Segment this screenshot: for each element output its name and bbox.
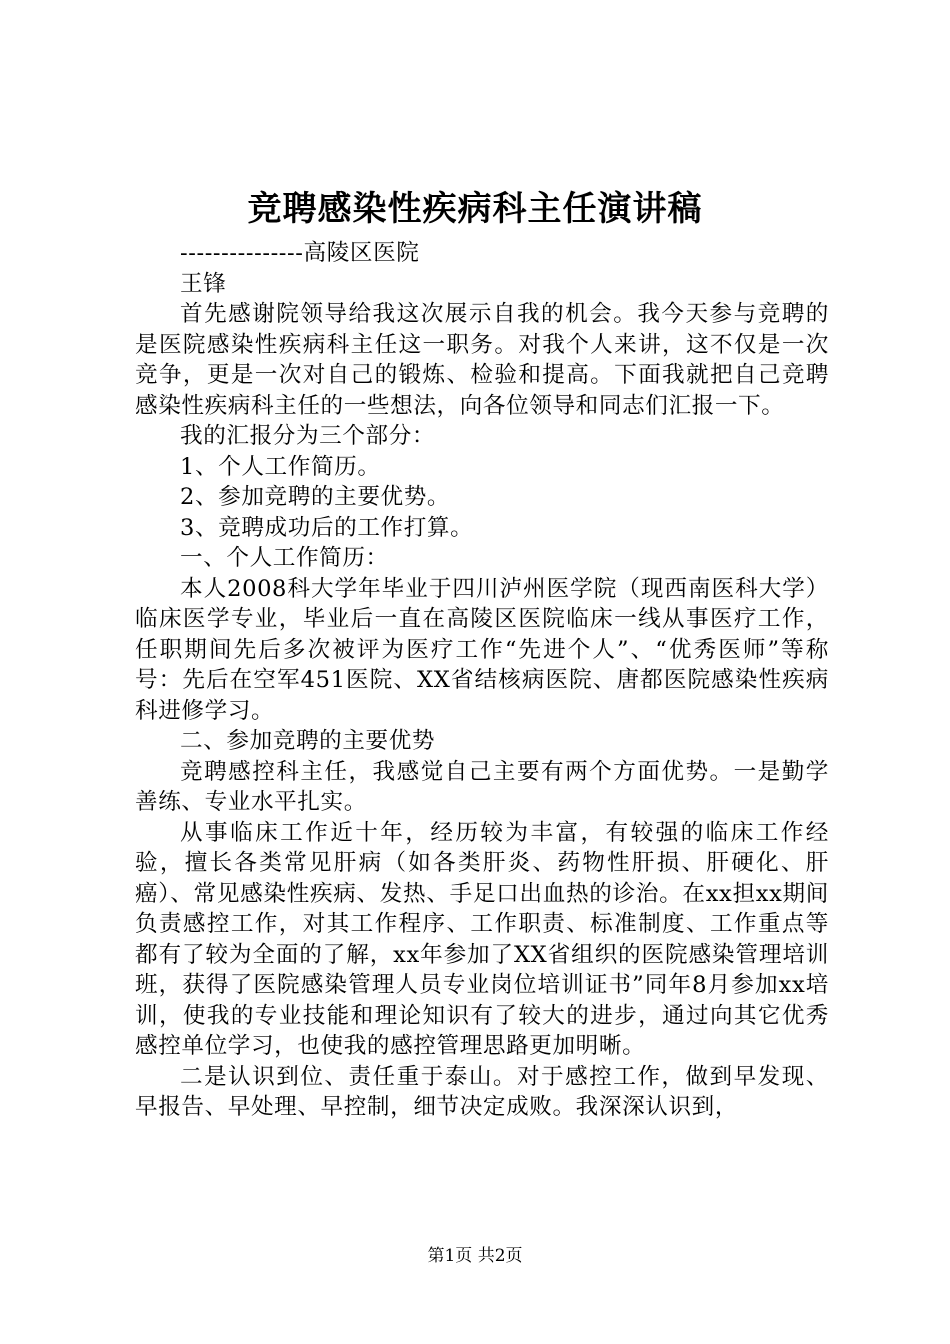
document-body [135,238,829,1123]
paragraph-report-outline: 我的汇报分为三个部分： [180,423,436,449]
paragraph-experience: 从事临床工作近十年，经历较为丰富，有较强的临床工作经验，擅长各类常见肝病（如各类肝炎、药物性肝损、肝硬化、肝癌）、常见感染性疾病、发热、手足口出血热的诊治。在xx担xx期间负责感控工作，对其工作程序、工作职责、标准制度、工作重点等都有了较为全面的了解，xx年参加了XX省组织的医院感染管理培训班，获得了医院感染管理人员专业岗位培训证书”同年8月参加xx培训，使我的专业技能和理论知识有了较大的进步，通过向其它优秀感控单位学习，也使我的感控管理思路更加明晰。 [135,819,829,1059]
page-number-footer: 第1页 共2页 [427,1246,523,1266]
paragraph-intro: 首先感谢院领导给我这次展示自我的机会。我今天参与竞聘的是医院感染性疾病科主任这一职务。对我个人来讲，这不仅是一次竞争，更是一次对自己的锻炼、检验和提高。下面我就把自己竞聘感染性疾病科主任的一些想法，向各位领导和同志们汇报一下。 [135,301,829,419]
list-item-1: 1、个人工作简历。 [180,453,381,480]
document-title: 竞聘感染性疾病科主任演讲稿 [247,189,703,229]
section-heading-1: 一、个人工作简历： [180,545,389,571]
section-heading-2: 二、参加竞聘的主要优势 [180,728,436,754]
paragraph-responsibility: 二是认识到位、责任重于泰山。对于感控工作，做到早发现、早报告、早处理、早控制，细节决定成败。我深深认识到， [135,1063,829,1120]
list-item-2: 2、参加竞聘的主要优势。 [180,484,451,510]
list-item-3: 3、竞聘成功后的工作打算。 [180,514,474,541]
author-name: 王锋 [180,270,227,297]
author-affiliation-line: ---------------高陵区医院 [180,240,420,266]
paragraph-resume: 本人2008科大学年毕业于四川泸州医学院（现西南医科大学）临床医学专业，毕业后一直在高陵区医院临床一线从事医疗工作，任职期间先后多次被评为医疗工作“先进个人”、“优秀医师”等称号：先后在空军451医院、XX省结核病医院、唐都医院感染性疾病科进修学习。 [135,575,829,724]
paragraph-advantages: 竞聘感控科主任，我感觉自己主要有两个方面优势。一是勤学善练、专业水平扎实。 [135,758,829,815]
